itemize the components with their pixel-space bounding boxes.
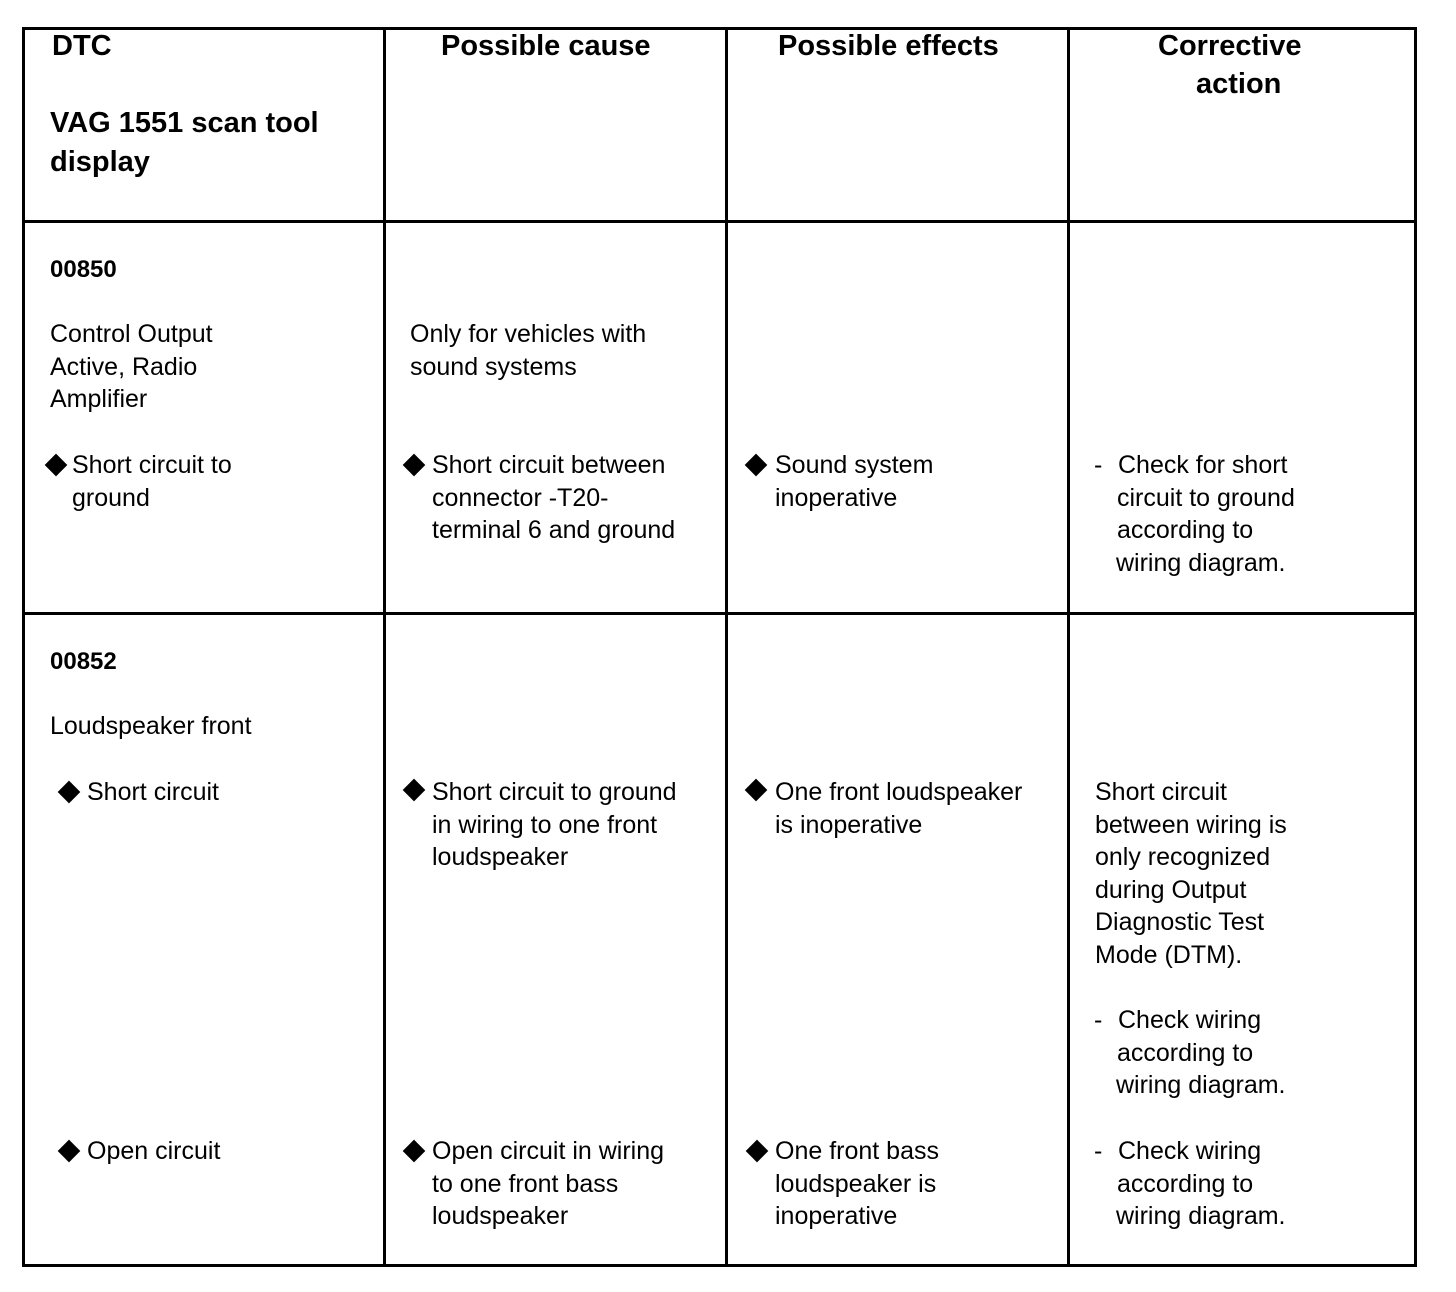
action-note-line: Short circuit <box>1095 778 1227 806</box>
action-note-line: only recognized <box>1095 843 1271 871</box>
effect-line: One front loudspeaker <box>775 778 1023 806</box>
dtc-desc-line: Loudspeaker front <box>50 712 252 740</box>
action-line: according to <box>1117 1170 1254 1198</box>
cause-line: in wiring to one front <box>432 811 658 839</box>
dtc-desc-line: Control Output <box>50 320 213 348</box>
fault-type-line: Open circuit <box>87 1137 221 1165</box>
effect-line: is inoperative <box>775 811 923 839</box>
effect-line: loudspeaker is <box>775 1170 937 1198</box>
action-line: Check wiring <box>1118 1006 1262 1034</box>
column-divider <box>1067 30 1070 1264</box>
action-note-line: Diagnostic Test <box>1095 908 1265 936</box>
fault-type-line: Short circuit <box>87 778 219 806</box>
header-dtc: DTC <box>52 30 112 62</box>
header-action: action <box>1196 68 1282 100</box>
column-divider <box>383 30 386 1264</box>
effect-line: One front bass <box>775 1137 939 1165</box>
action-note-line: during Output <box>1095 876 1247 904</box>
action-dash: - <box>1094 1137 1103 1165</box>
action-note-line: between wiring is <box>1095 811 1287 839</box>
header-possible-cause: Possible cause <box>441 30 651 62</box>
dtc-desc-line: Amplifier <box>50 385 148 413</box>
row-divider <box>25 220 1414 223</box>
cause-line: loudspeaker <box>432 843 569 871</box>
header-scan-tool: VAG 1551 scan tool <box>50 107 319 139</box>
effect-line: Sound system <box>775 451 934 479</box>
effect-line: inoperative <box>775 1202 898 1230</box>
dtc-code-00852: 00852 <box>50 648 117 675</box>
cause-line: Short circuit to ground <box>432 778 677 806</box>
action-line: wiring diagram. <box>1116 549 1286 577</box>
dtc-code-00850: 00850 <box>50 256 117 283</box>
cause-line: loudspeaker <box>432 1202 569 1230</box>
dtc-desc-line: Active, Radio <box>50 353 198 381</box>
cause-line: Short circuit between <box>432 451 666 479</box>
cause-line: connector -T20- <box>432 484 609 512</box>
action-line: circuit to ground <box>1117 484 1295 512</box>
action-line: Check wiring <box>1118 1137 1262 1165</box>
action-line: wiring diagram. <box>1116 1071 1286 1099</box>
action-line: according to <box>1117 516 1254 544</box>
row-divider <box>25 612 1414 615</box>
cause-note-line: sound systems <box>410 353 577 381</box>
cause-line: Open circuit in wiring <box>432 1137 665 1165</box>
action-line: wiring diagram. <box>1116 1202 1286 1230</box>
cause-note-line: Only for vehicles with <box>410 320 647 348</box>
column-divider <box>725 30 728 1264</box>
fault-type-line: Short circuit to <box>72 451 232 479</box>
header-possible-effects: Possible effects <box>778 30 999 62</box>
fault-type-line: ground <box>72 484 150 512</box>
action-line: Check for short <box>1118 451 1288 479</box>
header-display: display <box>50 146 150 178</box>
action-dash: - <box>1094 451 1103 479</box>
action-note-line: Mode (DTM). <box>1095 941 1243 969</box>
cause-line: to one front bass <box>432 1170 619 1198</box>
cause-line: terminal 6 and ground <box>432 516 676 544</box>
action-dash: - <box>1094 1006 1103 1034</box>
effect-line: inoperative <box>775 484 898 512</box>
action-line: according to <box>1117 1039 1254 1067</box>
header-corrective: Corrective <box>1158 30 1302 62</box>
